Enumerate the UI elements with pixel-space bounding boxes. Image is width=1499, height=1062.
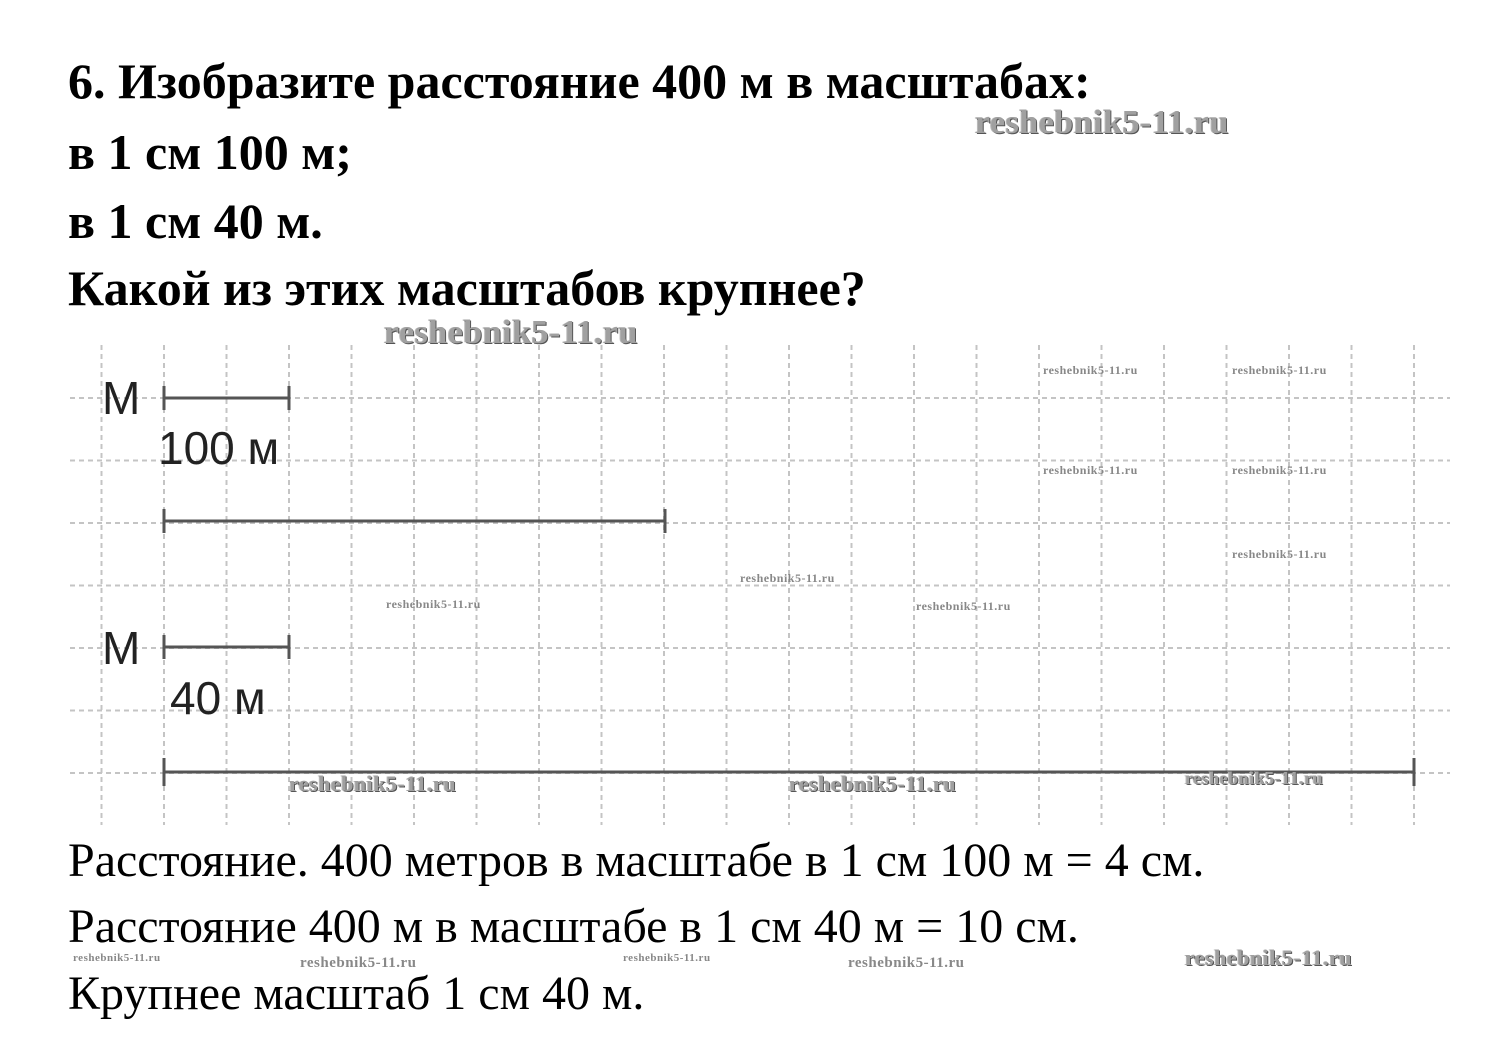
watermark-logo: reshebnik5-11.ru [740, 571, 835, 585]
scale-2-label: 40 м [170, 672, 266, 724]
task-question: Какой из этих масштабов крупнее? [68, 260, 866, 316]
scale-1-letter: М [102, 372, 141, 424]
task-title: 6. Изобразите расстояние 400 м в масштабах: [68, 53, 1091, 109]
scale-1-label: 100 м [158, 422, 280, 474]
watermark-logo: reshebnik5-11.ru [1185, 768, 1324, 788]
watermark-logo: reshebnik5-11.ru [1232, 363, 1327, 377]
watermark-logo: reshebnik5-11.ru [975, 104, 1229, 141]
watermark-logo: reshebnik5-11.ru [789, 771, 957, 796]
watermark-logo: reshebnik5-11.ru [73, 952, 161, 964]
answer-line-1: Расстояние. 400 метров в масштабе в 1 см 100 м = 4 см. [68, 834, 1205, 887]
answer-line-3: Крупнее масштаб 1 см 40 м. [68, 967, 645, 1020]
watermark-logo: reshebnik5-11.ru [1232, 463, 1327, 477]
watermark-logo: reshebnik5-11.ru [289, 771, 457, 796]
watermark-logo: reshebnik5-11.ru [384, 314, 638, 351]
watermark-logo: reshebnik5-11.ru [848, 955, 965, 971]
watermark-logo: reshebnik5-11.ru [1043, 363, 1138, 377]
answer-line-2: Расстояние 400 м в масштабе в 1 см 40 м = 10 см. [68, 900, 1079, 953]
watermark-logo: reshebnik5-11.ru [300, 955, 417, 971]
task-scale-1: в 1 см 100 м; [68, 124, 352, 180]
watermark-logo: reshebnik5-11.ru [1185, 945, 1353, 970]
task-scale-2: в 1 см 40 м. [68, 193, 323, 249]
watermark-logo: reshebnik5-11.ru [1232, 547, 1327, 561]
watermark-logo: reshebnik5-11.ru [623, 952, 711, 964]
watermark-logo: reshebnik5-11.ru [916, 599, 1011, 613]
scale-2-letter: М [102, 622, 141, 674]
watermark-logo: reshebnik5-11.ru [386, 597, 481, 611]
watermark-logo: reshebnik5-11.ru [1043, 463, 1138, 477]
